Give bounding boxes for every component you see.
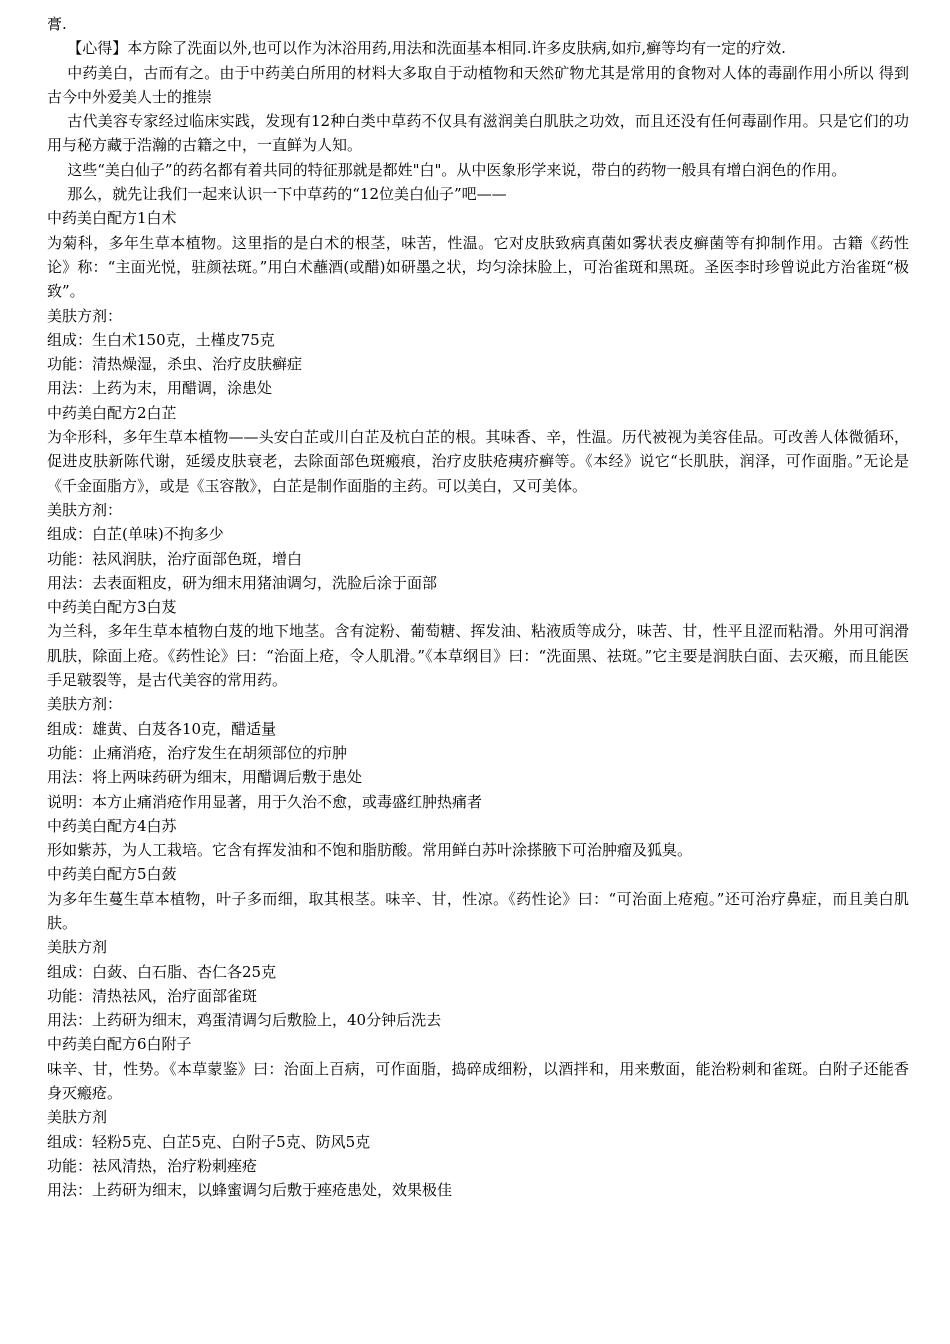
section-heading: 中药美白配方5白蔹 bbox=[47, 865, 177, 884]
section-heading: 中药美白配方2白芷 bbox=[47, 403, 177, 422]
section-heading: 中药美白配方6白附子 bbox=[47, 1035, 192, 1054]
recipe-line: 用法：上药研为细末，以蜂蜜调匀后敷于痤疮患处，效果极佳 bbox=[47, 1181, 453, 1200]
paragraph: 这些“美白仙子”的药名都有着共同的特征那就是都姓"白"。从中医象形学来说，带白的药物一般具有增白润色的作用。 bbox=[67, 160, 847, 179]
recipe-line: 组成：白蔹、白石脂、杏仁各25克 bbox=[47, 962, 277, 981]
paragraph: 为伞形科，多年生草本植物——头安白芷或川白芷及杭白芷的根。其味香、辛，性温。历代被视为美容佳品。可改善人体微循环，促进皮肤新陈代谢，延缓皮肤衰老，去除面部色斑瘢痕，治疗皮肤疮痍疥癣等。《本经》说它“长肌肤，润泽，可作面脂。”无论是《千金面脂方》，或是《玉容散》，白芷是制作面脂的主药。可以美白，又可美体。 bbox=[47, 428, 909, 495]
document-page bbox=[47, 12, 909, 1203]
recipe-line: 用法：将上两味药研为细末，用醋调后敷于患处 bbox=[47, 768, 363, 787]
recipe-line: 功能：清热燥湿，杀虫、治疗皮肤癣症 bbox=[47, 355, 303, 374]
paragraph: 古代美容专家经过临床实践，发现有12种白类中草药不仅具有滋润美白肌肤之功效，而且还没有任何毒副作用。只是它们的功用与秘方藏于浩瀚的古籍之中，一直鲜为人知。 bbox=[47, 112, 909, 155]
paragraph: 膏. bbox=[47, 15, 67, 33]
recipe-line: 组成：白芷(单味)不拘多少 bbox=[47, 525, 224, 544]
paragraph: 【心得】本方除了洗面以外,也可以作为沐浴用药,用法和洗面基本相同.许多皮肤病,如疖,癣等均有一定的疗效. bbox=[67, 39, 786, 58]
paragraph: 为菊科，多年生草本植物。这里指的是白术的根茎，味苦，性温。它对皮肤致病真菌如雾状表皮癣菌等有抑制作用。古籍《药性论》称：“主面光悦，驻颜祛斑。”用白术蘸酒(或醋)如研墨之状，均匀涂抹脸上，可治雀斑和黑斑。圣医李时珍曾说此方治雀斑“极致”。 bbox=[47, 233, 909, 301]
recipe-line: 用法：去表面粗皮，研为细末用猪油调匀，洗脸后涂于面部 bbox=[47, 573, 438, 592]
subheading: 美肤方剂： bbox=[47, 306, 123, 325]
recipe-line: 说明：本方止痛消疮作用显著，用于久治不愈，或毒盛红肿热痛者 bbox=[47, 792, 483, 811]
subheading: 美肤方剂： bbox=[47, 500, 123, 519]
paragraph: 那么，就先让我们一起来认识一下中草药的“12位美白仙子”吧—— bbox=[67, 185, 507, 204]
paragraph: 为多年生蔓生草本植物，叶子多而细，取其根茎。味辛、甘，性凉。《药性论》曰：“可治面上疮疱。”还可治疗鼻症，而且美白肌肤。 bbox=[47, 889, 909, 932]
paragraph: 中药美白，古而有之。由于中药美白所用的材料大多取自于动植物和天然矿物尤其是常用的食物对人体的毒副作用小所以 得到古今中外爱美人士的推崇 bbox=[47, 63, 909, 106]
paragraph: 为兰科，多年生草本植物白芨的地下地茎。含有淀粉、葡萄糖、挥发油、粘液质等成分，味苦、甘，性平且涩而粘滑。外用可润滑肌肤，除面上疮。《药性论》曰：“治面上疮，令人肌滑。”《本草纲目》曰：“洗面黑、祛斑。”它主要是润肤白面、去灭瘢，而且能医手足皲裂等，是古代美容的常用药。 bbox=[47, 622, 909, 690]
section-heading: 中药美白配方1白术 bbox=[47, 209, 177, 228]
subheading: 美肤方剂 bbox=[47, 1108, 108, 1127]
paragraph: 味辛、甘，性势。《本草蒙鉴》曰：治面上百病，可作面脂，捣碎成细粉，以酒拌和，用来敷面，能治粉刺和雀斑。白附子还能香身灭瘢疮。 bbox=[47, 1059, 909, 1103]
recipe-line: 用法：上药为末，用醋调，涂患处 bbox=[47, 379, 273, 398]
recipe-line: 组成：雄黄、白芨各10克，醋适量 bbox=[47, 719, 277, 738]
recipe-line: 功能：祛风清热，治疗粉刺痤疮 bbox=[47, 1156, 258, 1175]
recipe-line: 用法：上药研为细末，鸡蛋清调匀后敷脸上，40分钟后洗去 bbox=[47, 1011, 442, 1030]
subheading: 美肤方剂 bbox=[47, 938, 108, 957]
recipe-line: 组成：生白术150克，土槿皮75克 bbox=[47, 330, 275, 349]
recipe-line: 功能：清热祛风，治疗面部雀斑 bbox=[47, 986, 258, 1005]
section-heading: 中药美白配方4白苏 bbox=[47, 816, 177, 835]
recipe-line: 功能：祛风润肤，治疗面部色斑，增白 bbox=[47, 549, 303, 568]
recipe-line: 功能：止痛消疮，治疗发生在胡须部位的疖肿 bbox=[47, 743, 348, 762]
recipe-line: 组成：轻粉5克、白芷5克、白附子5克、防风5克 bbox=[47, 1132, 371, 1151]
subheading: 美肤方剂： bbox=[47, 695, 123, 714]
section-heading: 中药美白配方3白芨 bbox=[47, 598, 177, 617]
paragraph: 形如紫苏，为人工栽培。它含有挥发油和不饱和脂肪酸。常用鲜白苏叶涂搽腋下可治肿瘤及狐臭。 bbox=[47, 841, 693, 860]
